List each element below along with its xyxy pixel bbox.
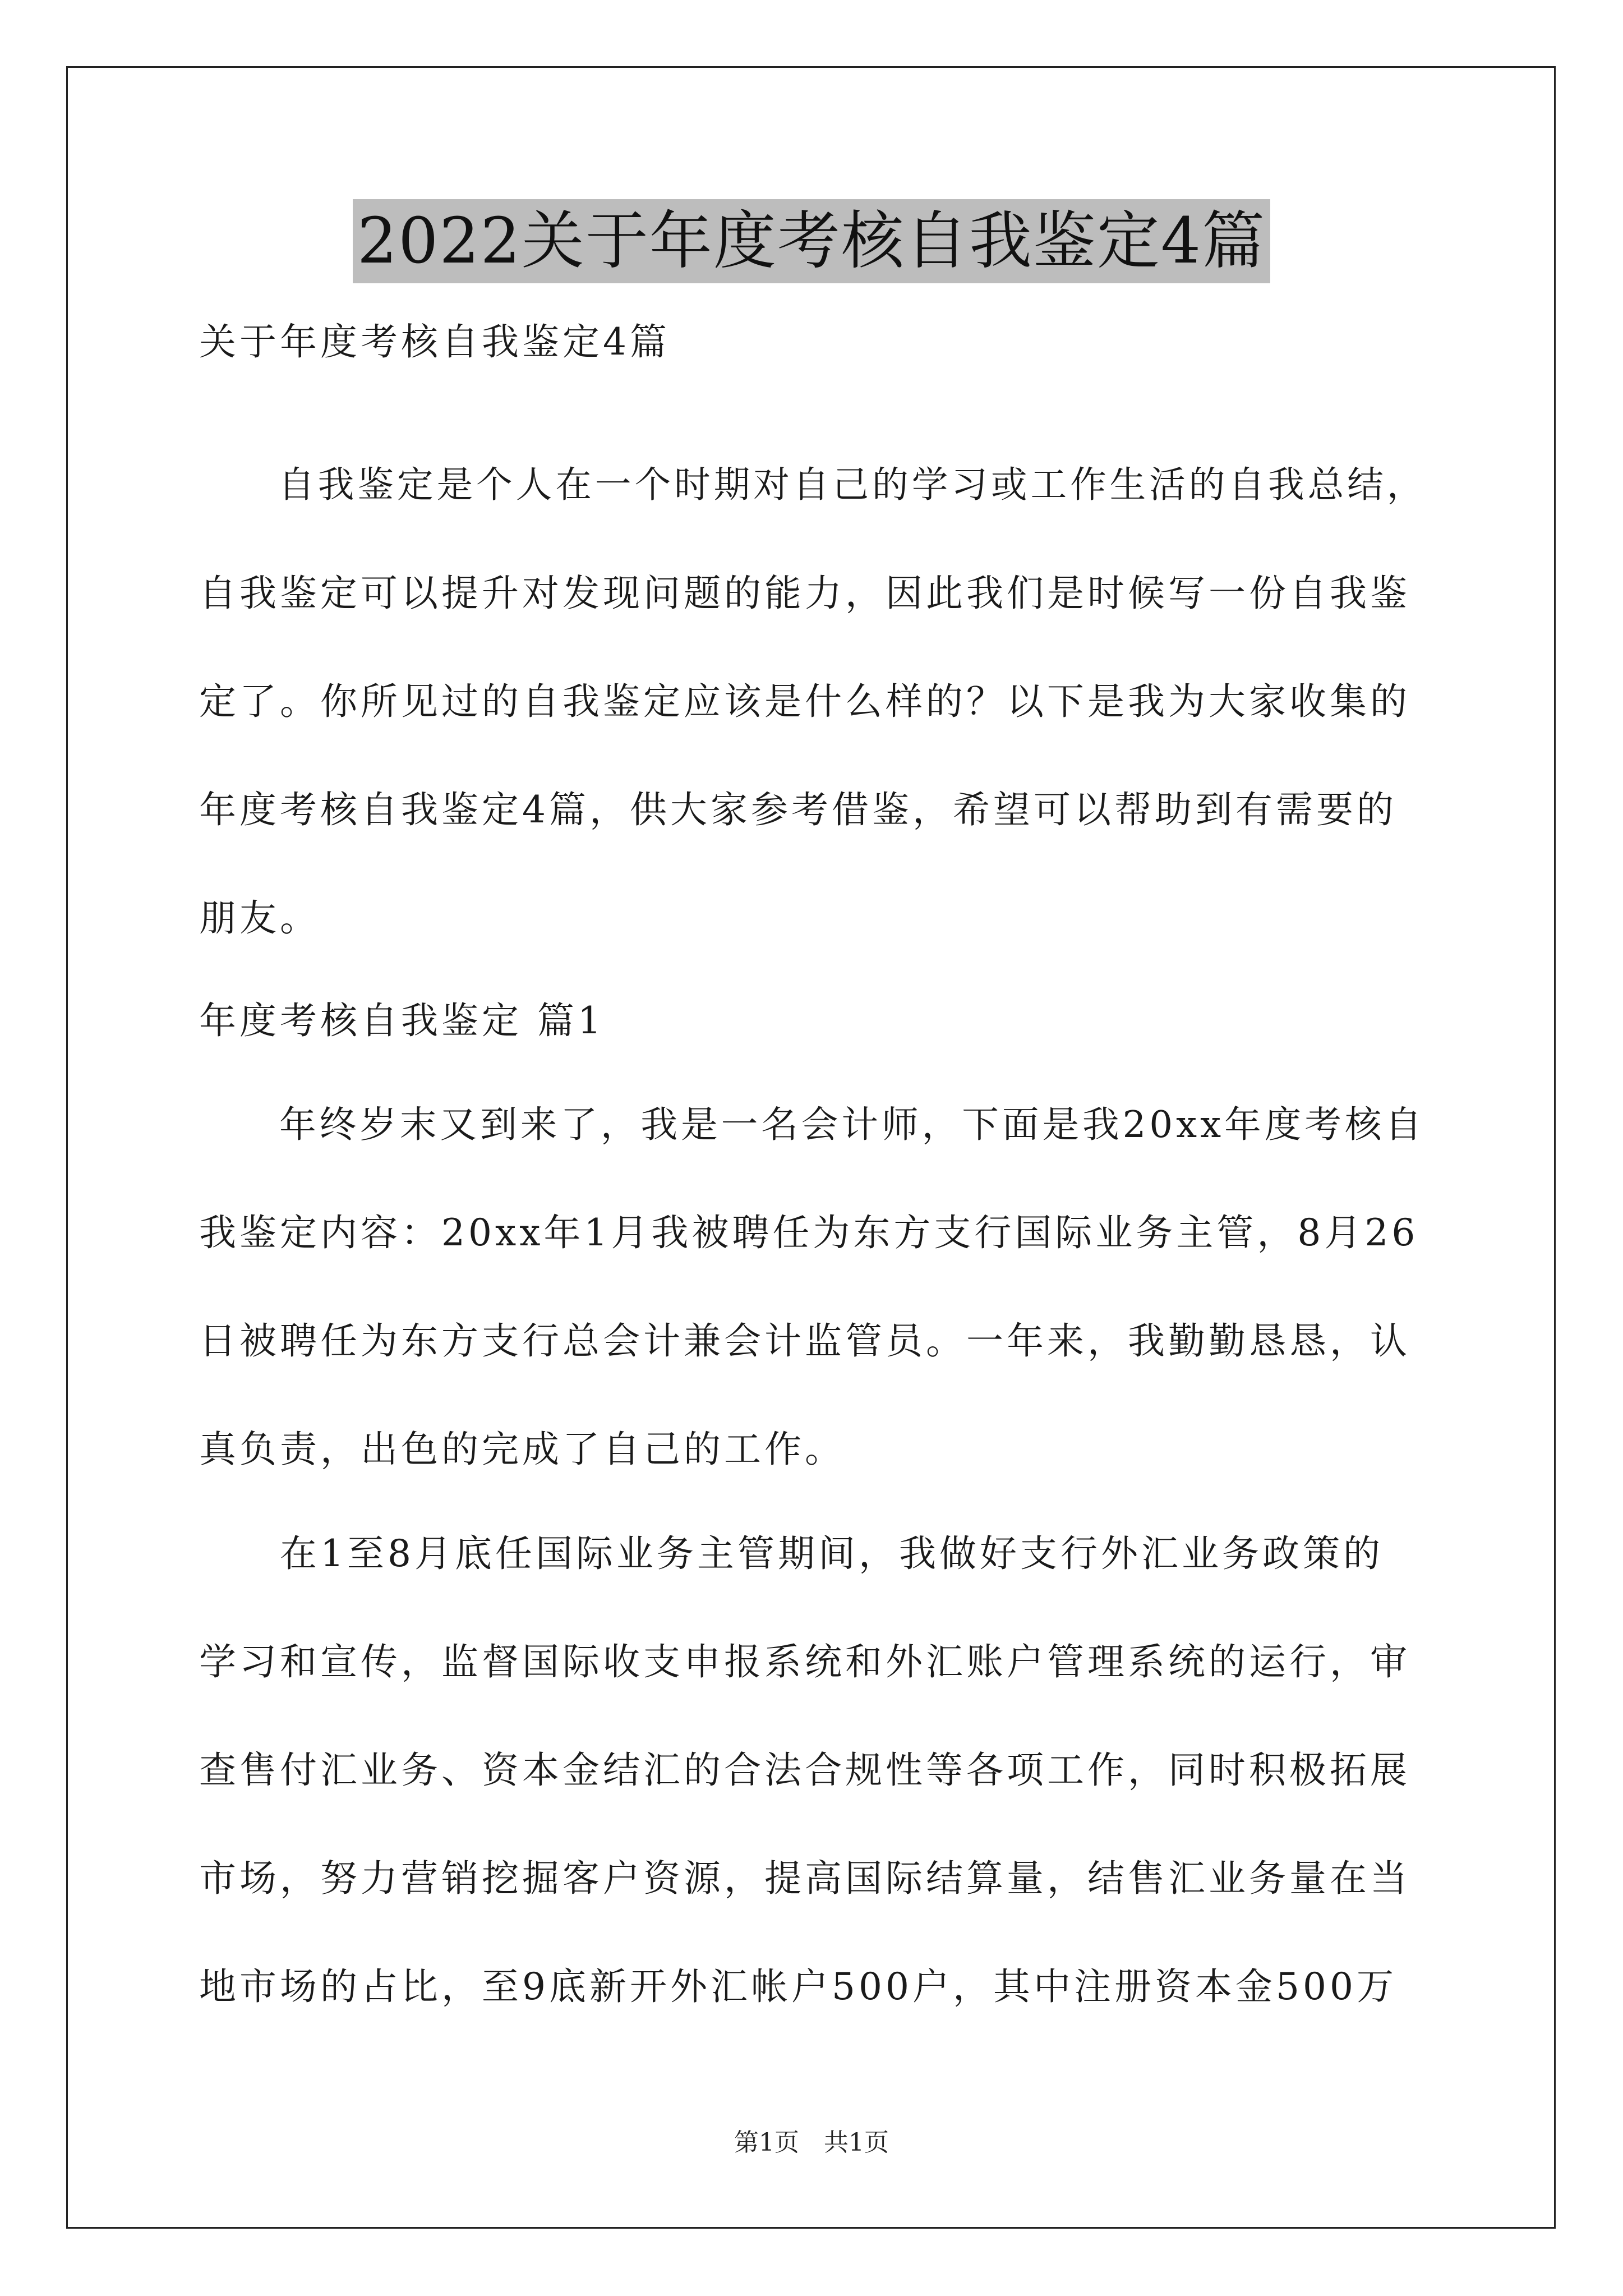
intro-line: 自我鉴定可以提升对发现问题的能力，因此我们是时候写一份自我鉴 xyxy=(199,572,1410,615)
intro-line: 自我鉴定是个人在一个时期对自己的学习或工作生活的自我总结， xyxy=(199,464,1427,506)
paragraph-line: 学习和宣传，监督国际收支申报系统和外汇账户管理系统的运行，审 xyxy=(199,1640,1410,1683)
paragraph-line: 我鉴定内容：20xx年1月我被聘任为东方支行国际业务主管，8月26 xyxy=(199,1211,1419,1254)
paragraph-line: 查售付汇业务、资本金结汇的合法合规性等各项工作，同时积极拓展 xyxy=(199,1749,1410,1792)
page-footer: 第1页 共1页 xyxy=(734,2128,889,2157)
title-wrapper xyxy=(0,199,1623,283)
section-heading: 年度考核自我鉴定 篇1 xyxy=(199,999,605,1042)
paragraph-line: 市场，努力营销挖掘客户资源，提高国际结算量，结售汇业务量在当 xyxy=(199,1857,1410,1900)
paragraph-line: 在1至8月底任国际业务主管期间，我做好支行外汇业务政策的 xyxy=(199,1532,1384,1575)
intro-line: 年度考核自我鉴定4篇，供大家参考借鉴，希望可以帮助到有需要的 xyxy=(199,788,1397,831)
intro-line: 定了。你所见过的自我鉴定应该是什么样的？以下是我为大家收集的 xyxy=(199,680,1410,723)
paragraph-line: 年终岁末又到来了，我是一名会计师，下面是我20xx年度考核自 xyxy=(199,1103,1426,1146)
paragraph-line: 真负责，出色的完成了自己的工作。 xyxy=(199,1428,845,1471)
paragraph-line: 地市场的占比，至9底新开外汇帐户500户，其中注册资本金500万 xyxy=(199,1965,1397,2008)
document-title: 2022关于年度考核自我鉴定4篇 xyxy=(353,199,1270,283)
paragraph-line: 日被聘任为东方支行总会计兼会计监管员。一年来，我勤勤恳恳，认 xyxy=(199,1319,1410,1363)
document-subtitle: 关于年度考核自我鉴定4篇 xyxy=(199,320,670,364)
intro-line: 朋友。 xyxy=(199,896,320,940)
